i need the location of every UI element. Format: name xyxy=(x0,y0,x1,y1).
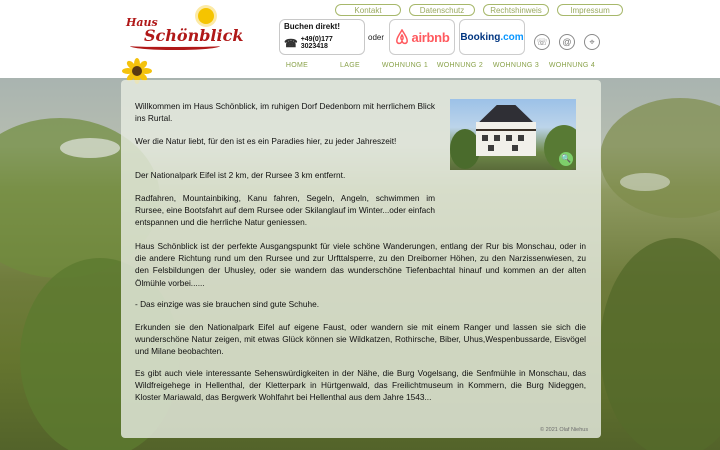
paragraph-nature: Wer die Natur liebt, für den ist es ein Paradies hier, zu jeder Jahreszeit! xyxy=(135,136,397,146)
link-kontakt[interactable]: Kontakt xyxy=(335,4,401,16)
bookingcom-button[interactable] xyxy=(459,19,525,55)
or-label: oder xyxy=(368,33,385,42)
site-logo[interactable] xyxy=(120,8,244,76)
paragraph-national-park: Erkunden sie den Nationalpark Eifel auf eigene Faust, oder wandern sie mit einem Ranger und lassen sie sich die wunderschöne Natur zeigen, mit etwas Glück können sie Wildkatzen, Rothirsche, Biber, Uhus,Wespenbussarde, Eisvögel und Milane beobachten. xyxy=(135,322,586,357)
site-header xyxy=(0,0,720,78)
link-impressum[interactable]: Impressum xyxy=(557,4,623,16)
logo-name: Schönblick xyxy=(144,26,244,45)
paragraph-hiking: Haus Schönblick ist der perfekte Ausgangspunkt für viele schöne Wanderungen, entlang der Rur bis Monschau, oder in die andere Richtung rund um den Rursee und zur Urfttalsperre, zu den Dreiborner Höhen, zu den Narzissenwiesen, zu den Felsbildungen der Uhusley, oder sie wandern das wunderschöne Tiefenbachtal hinauf und kommen an der alten Ölmühle vorbei...... xyxy=(135,241,586,288)
nav-wohnung-3[interactable]: WOHNUNG 3 xyxy=(492,62,540,69)
nav-wohnung-2[interactable]: WOHNUNG 2 xyxy=(436,62,484,69)
link-rechtshinweis[interactable]: Rechtshinweis xyxy=(483,4,549,16)
paragraph-activities: Radfahren, Mountainbiking, Kanu fahren, Segeln, Angeln, schwimmen im Rursee, eine Bootsfahrt auf dem Rursee oder Skilanglauf im Winter...oder einfach entspannen und die herrliche Natur geniessen. xyxy=(135,193,435,228)
booking-phone-number: +49(0)177 3023418 xyxy=(300,36,333,50)
paragraph-sights: Es gibt auch viele interessante Sehenswürdigkeiten in der Nähe, die Burg Vogelsang, die Senfmühle in Monschau, das Wildfreigehege in Hellenthal, der Kletterpark in Hürtgenwald, das Freilichtmuseum in Kommern, die Burg Nideggen, Kloster Mariawald, das Bergwerk Wohlfahrt bei Hellenthal aus dem Jahre 1543... xyxy=(135,368,586,403)
logo-swoosh xyxy=(130,42,220,50)
nav-wohnung-1[interactable]: WOHNUNG 1 xyxy=(381,62,429,69)
airbnb-icon xyxy=(395,29,409,45)
bookingcom-suffix: .com xyxy=(500,31,524,43)
nav-home[interactable]: HOME xyxy=(285,62,309,69)
paragraph-welcome: Willkommen im Haus Schönblick, im ruhigen Dorf Dedenborn mit herrlichem Blick ins Rurtal. xyxy=(135,101,435,124)
top-links xyxy=(335,4,623,16)
copyright: © 2021 Olaf Niehus xyxy=(540,427,589,433)
airbnb-button[interactable] xyxy=(389,19,455,55)
direct-booking-title: Buchen direkt! xyxy=(284,22,341,31)
zoom-icon[interactable]: 🔍 xyxy=(559,152,573,166)
email-icon[interactable]: @ xyxy=(559,34,575,50)
phone-icon: ☎ xyxy=(284,37,298,50)
logo-top-word: Haus xyxy=(126,16,158,29)
nav-lage[interactable]: LAGE xyxy=(340,62,360,69)
sun-icon xyxy=(198,8,214,24)
location-icon[interactable]: ⌖ xyxy=(584,34,600,50)
airbnb-label: airbnb xyxy=(411,29,450,45)
phone-icon[interactable]: ☏ xyxy=(534,34,550,50)
house-photo[interactable] xyxy=(450,99,576,170)
paragraph-distances: Der Nationalpark Eifel ist 2 km, der Rursee 3 km entfernt. xyxy=(135,170,346,180)
direct-booking-box[interactable] xyxy=(279,19,365,55)
link-datenschutz[interactable]: Datenschutz xyxy=(409,4,475,16)
nav-wohnung-4[interactable]: WOHNUNG 4 xyxy=(548,62,596,69)
paragraph-shoes: - Das einzige was sie brauchen sind gute Schuhe. xyxy=(135,299,320,309)
main-nav xyxy=(272,62,600,69)
bookingcom-label: Booking xyxy=(460,31,501,43)
